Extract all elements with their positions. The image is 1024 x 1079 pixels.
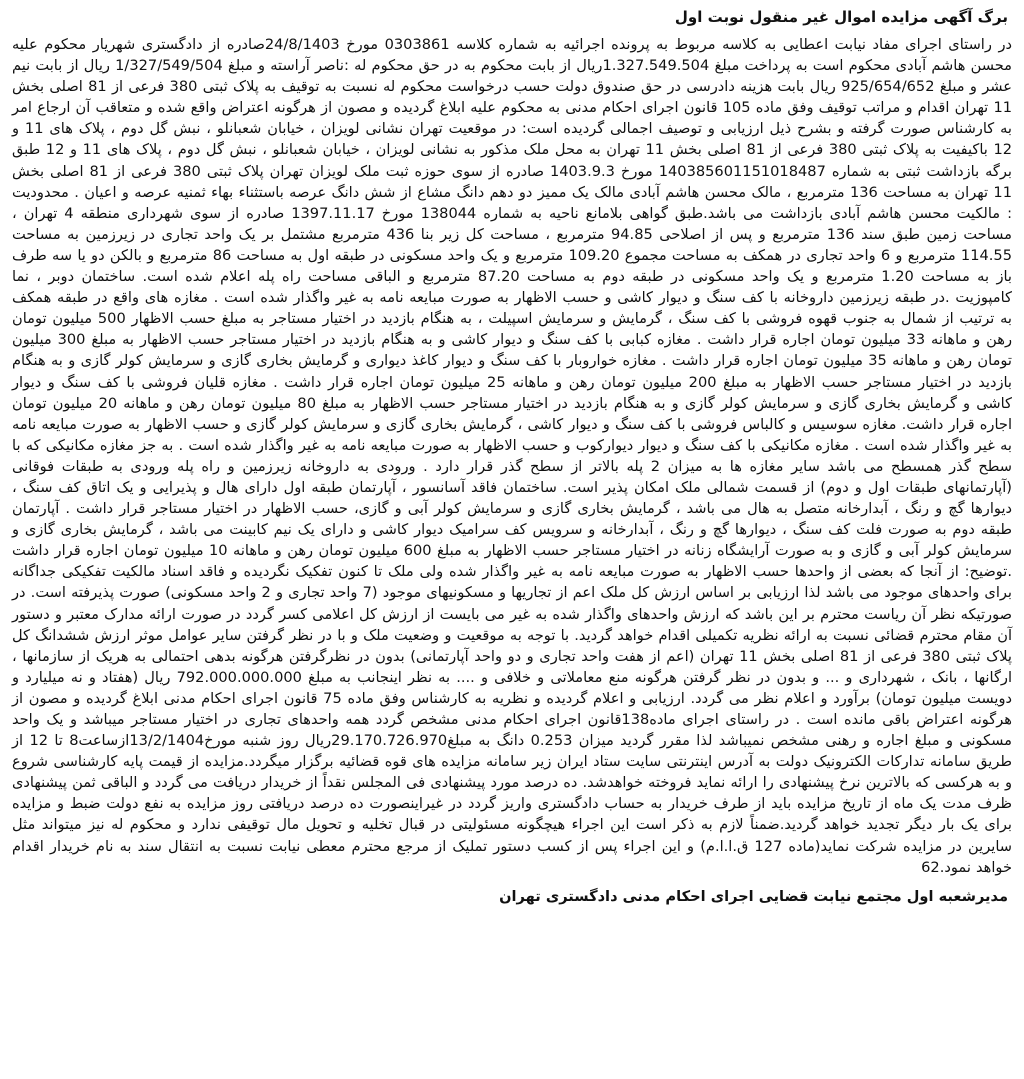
auction-notice [12,6,1012,1073]
notice-body: در راستای اجرای مفاد نیابت اعطایی به کلاسه مربوط به پرونده اجرائیه به شماره کلاسه 0303861 مورخ 24/8/1403صادره از دادگستری شهریار محکوم علیه محسن هاشم آبادی محکوم است به پرداخت مبلغ 1.327.549.504ریال از بابت محکوم به در حق محکوم له :ناصر آراسته و مبلغ 1/327/549/504 ریال از بابت نیم عشر و مبلغ 925/654/652 ریال بابت هزینه دادرسی در حق صندوق دولت حسب درخواست محکوم له نسبت به توقیف به پلاک ثبتی 380 فرعی از 81 اصلی بخش 11 تهران اقدام و مراتب توقیف وفق ماده 105 قانون اجرای احکام مدنی به محکوم علیه ابلاغ گردیده و مصون از هرگونه اعتراض واقع شده و متعاقب آن ارجاع امر به کارشناس صورت گرفته و بشرح ذیل ارزیابی و توصیف اجمالی گردیده است: در موقعیت تهران نشانی لویزان ، خیابان شعبانلو ، نبش گل دوم ، پلاک های 11 و 12 باکیفیت به پلاک ثبتی 380 فرعی از 81 اصلی بخش 11 تهران به محل ملک مذکور به نشانی لویزان ، خیابان شعبانلو ، نبش گل دوم ، پلاک های 11 و 12 طبق برگه بازداشت ثبتی به شماره 140385601151018487 مورخ 1403.9.3 صادره از سوی حوزه ثبت ملک لویزان تهران پلاک ثبتی 380 فرعی از 81 اصلی بخش 11 تهران به مساحت 136 مترمربع ، مالک محسن هاشم آبادی مالک یک ممیز دو دهم دانگ مشاع از شش دانگ عرصه باستثناء بهاء ثمنیه عرصه و اعیان . محدودیت : مالکیت محسن هاشم آبادی بازداشت می باشد.طبق گواهی بلامانع ناحیه به شماره 138044 مورخ 1397.11.17 صادره از سوی شهرداری منطقه 4 تهران ، مساحت زمین طبق سند 136 مترمربع و پس از اصلاحی 94.85 مترمربع ، مساحت کل زیر بنا 436 مترمربع مشتمل بر یک واحد تجاری در زیرزمین به مساحت 114.55 مترمربع و 6 واحد تجاری در همکف به مساحت مجموع 109.20 مترمربع و یک واحد مسکونی در طبقه اول به مساحت 86 مترمربع و بالکن دو یا سه طرف باز به مساحت 1.20 مترمربع و یک واحد مسکونی در طبقه دوم به مساحت 87.20 مترمربع و الباقی مساحت راه پله اعلام شده است. ساختمان دوبر ، نما کامپوزیت .در طبقه زیرزمین داروخانه با کف سنگ و دیوار کاشی و حسب الاظهار به صورت مبایعه نامه به غیر واگذار شده است . مغازه های واقع در طبقه همکف به ترتیب از شمال به جنوب قهوه فروشی با کف سنگ ، گرمایش و سرمایش اسپیلت ، به هنگام بازدید در اختیار مستاجر به مبلغ حسب الاظهار 500 میلیون تومان رهن و ماهانه 33 میلیون تومان اجاره قرار داشت . مغازه کبابی با کف سنگ و دیوار کاشی و به هنگام بازدید در اختیار مستاجر حسب الاظهار به مبلغ 300 میلیون تومان رهن و ماهانه 35 میلیون تومان اجاره قرار داشت . مغازه خواروبار با کف سنگ و دیوار کاغذ دیواری و گرمایش بخاری گازی و سرمایش کولر گازی و به هنگام بازدید در اختیار مستاجر حسب الاظهار به مبلغ 200 میلیون تومان رهن و ماهانه 25 میلیون تومان اجاره قرار داشت . مغازه قلیان فروشی با کف سنگ و دیوار کاشی و گرمایش بخاری گازی و سرمایش کولر گازی و به هنگام بازدید در اختیار مستاجر حسب الاظهار به مبلغ 80 میلیون تومان رهن و ماهانه 20 میلیون تومان اجاره قرار داشت. مغازه سوسیس و کالباس فروشی با کف سنگ و دیوار کاشی ، گرمایش بخاری گازی و سرمایش کولر گازی و حسب الاظهار به صورت مبایعه نامه به غیر واگذار شده است . مغازه مکانیکی با کف سنگ و دیوار دیوارکوب و حسب الاظهار به صورت مبایعه نامه به غیر واگذار شده است . به جز مغازه مکانیکی که با سطح گذر همسطح می باشد سایر مغازه ها به میزان 2 پله بالاتر از سطح گذر قرار دارد . ورودی به داروخانه زیرزمین و راه پله ورودی به طبقات فوقانی (آپارتمانهای طبقات اول و دوم) از قسمت شمالی ملک امکان پذیر است. ساختمان فاقد آسانسور ، آپارتمان طبقه اول دارای هال و پذیرایی و یک اتاق کف سنگ ، دیوارها گچ و رنگ ، آبدارخانه متصل به هال می باشد ، گرمایش بخاری گازی و سرمایش کولر آبی و گازی، حسب الاظهار در اختیار مستاجر قرار داشت . آپارتمان طبقه دوم به صورت فلت کف سنگ ، دیوارها گچ و رنگ ، آبدارخانه و سرویس کف سرامیک دیوار کاشی و دارای یک نیم کابینت می باشد ، گرمایش بخاری گازی و سرمایش کولر آبی و گازی و به صورت آرایشگاه زنانه در اختیار مستاجر حسب الاظهار به مبلغ 600 میلیون تومان رهن و ماهانه 10 میلیون تومان اجاره قرار داشت .توضیح: از آنجا که بعضی از واحدها حسب الاظهار به صورت مبایعه نامه به غیر واگذار شده ولی ملک تا کنون تفکیک نگردیده و فاقد اسناد مالکیت تفکیکی جداگانه برای واحدهای موجود می باشد لذا ارزیابی بر اساس ارزش کل ملک اعم از تجاریها و مسکونیهای موجود (7 واحد تجاری و 2 واحد مسکونی) صورت پذیرفته است. در صورتیکه نظر آن ریاست محترم بر این باشد که ارزش واحدهای واگذار شده به غیر می بایست از ارزش کل اعلامی کسر گردد در صورت ارائه مدارک معتبر و دستور آن مقام محترم قضائی نسبت به ارائه نظریه تکمیلی اقدام خواهد گردید. با توجه به موقعیت و وضعیت ملک و با در نظر گرفتن سایر عوامل موثر ارزش ششدانگ کل پلاک ثبتی 380 فرعی از 81 اصلی بخش 11 تهران (اعم از هفت واحد تجاری و دو واحد آپارتمانی) بدون در نظرگرفتن هرگونه بدهی احتمالی به هریک از سازمانها ، ارگانها ، بانک ، شهرداری و ... و بدون در نظر گرفتن هرگونه منع معاملاتی و خلافی و .... به نظر اینجانب به مبلغ 792.000.000.000 ریال (هفتاد و نه میلیارد و دویست میلیون تومان) برآورد و اعلام نظر می گردد. ارزیابی و اعلام گردیده و نظریه به کارشناس وفق ماده 75 قانون اجرای احکام مدنی ابلاغ گردیده و مصون از هرگونه اعتراض باقی مانده است . در راستای اجرای ماده138قانون اجرای احکام مدنی مشخص گردد همه واحدهای تجاری در اختیار مستاجر میباشد و یک واحد مسکونی و مبلغ اجاره و رهنی مشخص نمیباشد لذا مقرر گردید میزان 0.253 دانگ به مبلغ29.170.726.970ریال روز شنبه مورخ13/2/1404ازساعت8 تا 12 از طریق سامانه تدارکات الکترونیک دولت به آدرس اینترنتی سایت ستاد ایران زیر سامانه مزایده های قوه قضائیه برگزار میگردد.مزایده از قیمت پایه کارشناسی شروع و به هرکسی که بالاترین نرخ پیشنهادی را ارائه نماید فروخته خواهدشد. ده درصد مورد پیشنهادی فی المجلس نقداً از خریدار دریافت می گردد و الباقی ثمن پیشنهادی ظرف مدت یک ماه از تاریخ مزایده باید از طرف خریدار به حساب دادگستری واریز گردد در غیراینصورت ده درصد دریافتی روز مزایده به نفع دولت ضبط و مزایده برای یک بار دیگر تجدید خواهد گردید.ضمناً لازم به ذکر است این اجراء هیچگونه مسئولیتی در قبال تخلیه و تحویل مال توقیفی ندارد و محکوم له نیز میتواند مثل سایرین در مزایده شرکت نماید(ماده 127 ق.ا.ا.م) و این اجراء پس از کسب دستور تملیک از مرجع محترم معطی نیابت نسبت به انتقال سند به نام خریدار اقدام خواهد نمود.62 [12,36,1013,876]
notice-signature: مدیرشعبه اول مجتمع نیابت قضایی اجرای احکام مدنی دادگستری تهران [499,887,1008,905]
notice-title: برگ آگهی مزایده اموال غیر منقول نوبت اول [674,8,1008,26]
